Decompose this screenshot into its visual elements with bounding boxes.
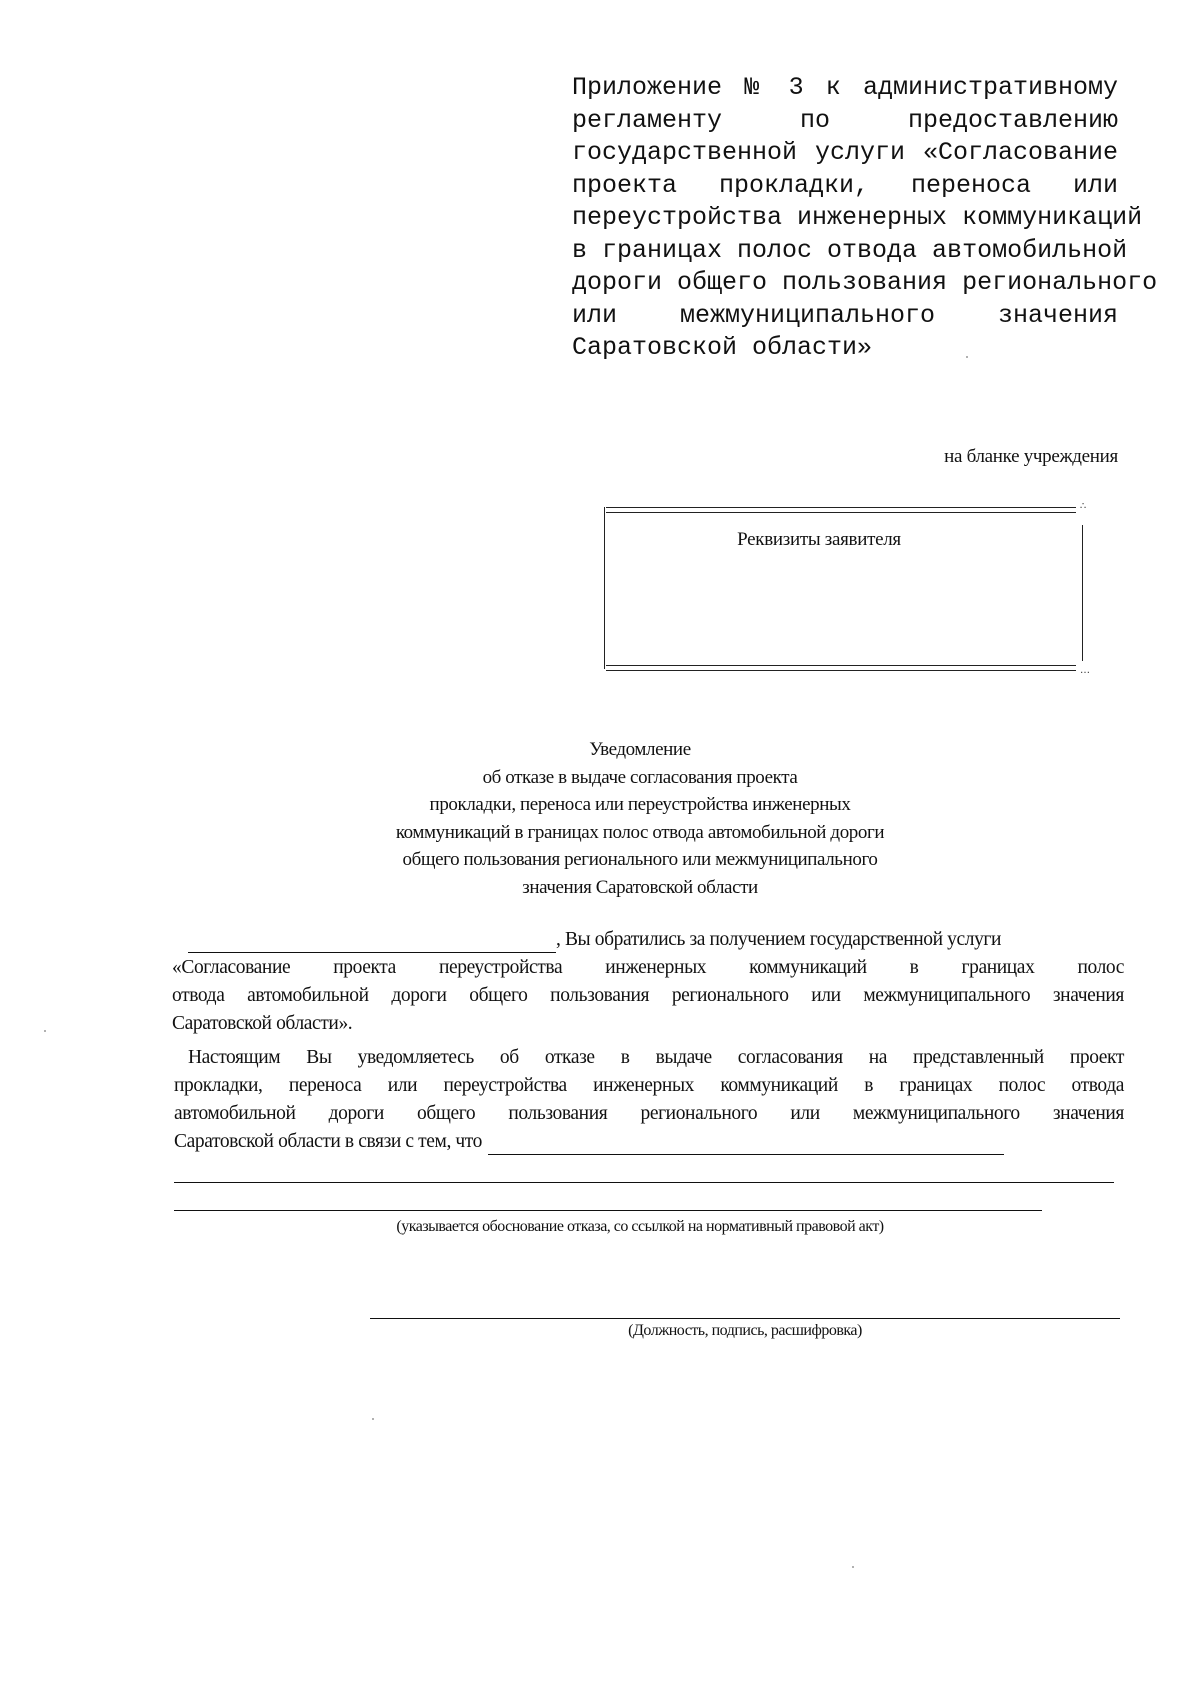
box-bottom-border: [606, 665, 1076, 671]
body-line: автомобильной дороги общего пользования регионального или межмуниципального значения: [174, 1103, 1124, 1124]
body-line: отвода автомобильной дороги общего пользования регионального или межмуниципального значения: [172, 985, 1124, 1006]
notice-title-line: общего пользования регионального или межмуниципального: [402, 849, 878, 870]
corner-mark-icon: ∴: [1080, 501, 1087, 512]
applicant-requisites-box: [604, 501, 1090, 676]
appendix-line: Саратовской области»: [572, 333, 873, 362]
box-right-border: [1082, 525, 1083, 661]
appendix-line: проекта прокладки, переноса или: [572, 170, 1118, 200]
signature-caption: (Должность, подпись, расшифровка): [628, 1322, 862, 1339]
notice-title-line: коммуникаций в границах полос отвода автомобильной дороги: [395, 821, 885, 843]
body-line: Саратовской области».: [172, 1013, 353, 1034]
appendix-line: регламенту по предоставлению: [572, 105, 1118, 135]
appendix-line: переустройства инженерных коммуникаций: [572, 203, 1143, 232]
appendix-line: государственной услуги «Согласование: [572, 138, 1118, 167]
scan-speck: [966, 356, 968, 358]
appendix-line: Приложение № 3 к административному: [572, 73, 1118, 102]
notice-title-line: прокладки, переноса или переустройства инженерных: [429, 794, 851, 815]
corner-mark-icon: …: [1080, 665, 1090, 676]
body-line: «Согласование проекта переустройства инженерных коммуникаций в границах полос: [172, 957, 1124, 978]
body-line: Настоящим Вы уведомляетесь об отказе в выдаче согласования на представленный проект: [188, 1047, 1124, 1068]
signature-line: [370, 1318, 1120, 1319]
appendix-line: или межмуниципального значения: [572, 300, 1118, 330]
refusal-reason-blank: [488, 1130, 1004, 1155]
refusal-reason-line: [174, 1210, 1042, 1211]
scan-speck: [852, 1566, 854, 1568]
body-line: [174, 1130, 1004, 1155]
notice-title-line: об отказе в выдаче согласования проекта: [482, 766, 798, 788]
appendix-header: [572, 72, 1158, 365]
scan-speck: [44, 1030, 46, 1032]
appendix-line: дороги общего пользования регионального: [572, 268, 1158, 297]
body-line-text: , Вы обратились за получением государственной услуги: [556, 929, 1002, 950]
body-line: [188, 928, 1001, 953]
body-line: прокладки, переноса или переустройства инженерных коммуникаций в границах полос отвода: [174, 1075, 1124, 1096]
letterhead-note: на бланке учреждения: [944, 446, 1118, 467]
applicant-name-blank: [188, 928, 556, 953]
refusal-reason-caption: (указывается обоснование отказа, со ссылкой на нормативный правовой акт): [396, 1218, 884, 1235]
refusal-reason-line: [174, 1182, 1114, 1183]
scan-speck: [372, 1418, 374, 1420]
notice-title-line: значения Саратовской области: [522, 876, 758, 898]
notice-title: [340, 736, 940, 901]
box-top-border: [606, 507, 1076, 513]
body-line-text: Саратовской области в связи с тем, что: [174, 1131, 483, 1152]
notice-title-line: Уведомление: [589, 739, 691, 760]
appendix-line: в границах полос отвода автомобильной: [572, 235, 1128, 265]
applicant-requisites-label: Реквизиты заявителя: [737, 529, 901, 550]
